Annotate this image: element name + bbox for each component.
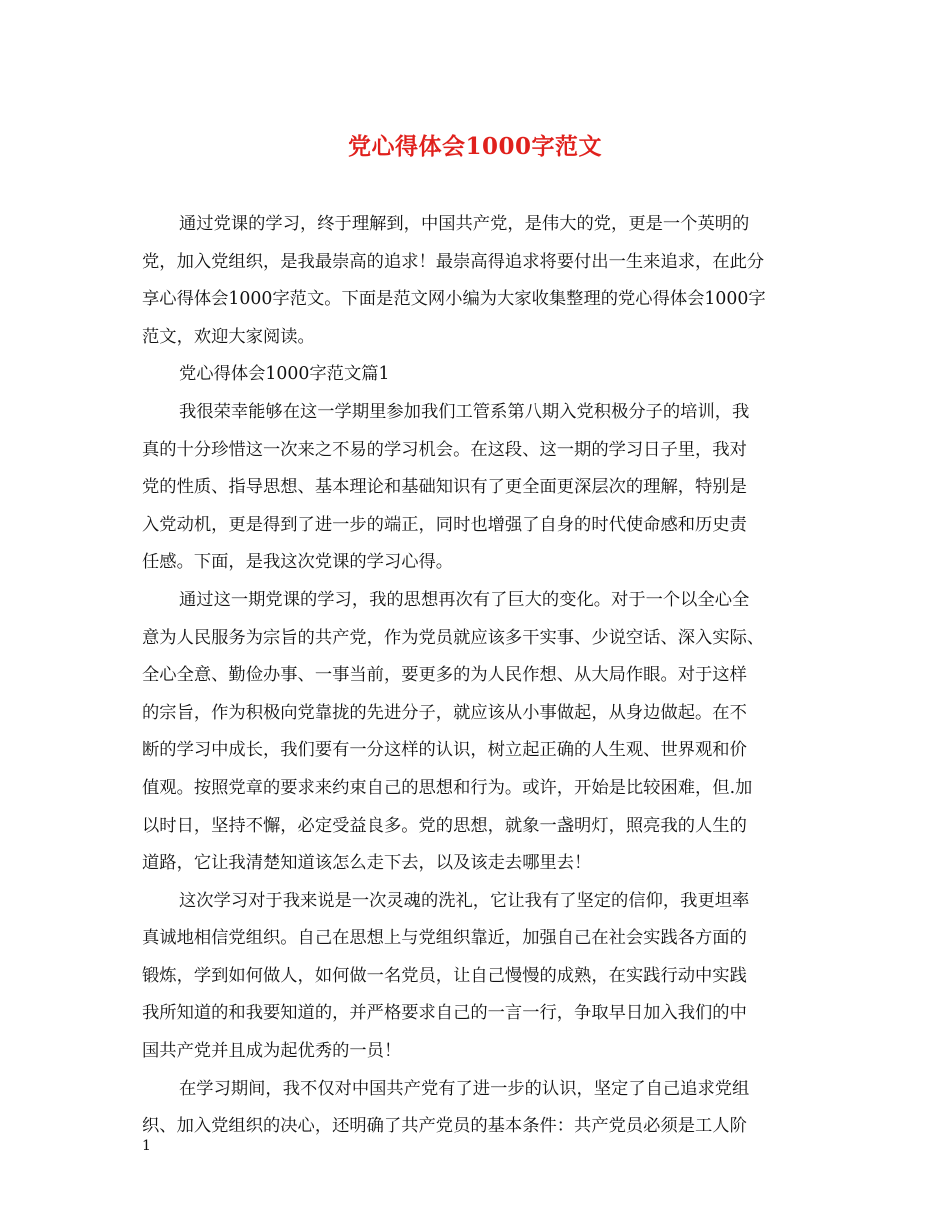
body-line: 织、加入党组织的决心，还明确了共产党员的基本条件：共产党员必须是工人阶 bbox=[142, 1116, 747, 1137]
body-line: 真诚地相信党组织。自己在思想上与党组织靠近，加强自己在社会实践各方面的 bbox=[142, 928, 747, 949]
body-line: 道路，它让我清楚知道该怎么走下去，以及该走去哪里去！ bbox=[142, 853, 592, 874]
body-line: 以时日，坚持不懈，必定受益良多。党的思想，就象一盏明灯，照亮我的人生的 bbox=[142, 815, 747, 836]
body-line: 断的学习中成长，我们要有一分这样的认识，树立起正确的人生观、世界观和价 bbox=[142, 740, 747, 761]
body-line: 全心全意、勤俭办事、一事当前，要更多的为人民作想、从大局作眼。对于这样 bbox=[142, 665, 747, 686]
body-line: 在学习期间，我不仅对中国共产党有了进一步的认识，坚定了自己追求党组 bbox=[179, 1078, 750, 1099]
body-line: 享心得体会1000字范文。下面是范文网小编为大家收集整理的党心得体会1000字 bbox=[142, 289, 766, 310]
body-line: 入党动机，更是得到了进一步的端正，同时也增强了自身的时代使命感和历史责 bbox=[142, 514, 747, 535]
section-heading: 党心得体会1000字范文篇1 bbox=[179, 364, 390, 385]
body-line: 通过党课的学习，终于理解到，中国共产党，是伟大的党，更是一个英明的 bbox=[179, 214, 750, 234]
document-title: 党心得体会1000字范文 bbox=[347, 133, 602, 160]
body-line: 意为人民服务为宗旨的共产党，作为党员就应该多干实事、少说空话、深入实际、 bbox=[142, 627, 765, 648]
page-number: 1 bbox=[142, 1138, 151, 1154]
body-line: 我所知道的和我要知道的，并严格要求自己的一言一行，争取早日加入我们的中 bbox=[142, 1003, 747, 1024]
body-line: 真的十分珍惜这一次来之不易的学习机会。在这段、这一期的学习日子里，我对 bbox=[142, 439, 747, 460]
body-line: 值观。按照党章的要求来约束自己的思想和行为。或许，开始是比较困难，但.加 bbox=[142, 777, 753, 798]
body-line: 任感。下面，是我这次党课的学习心得。 bbox=[142, 552, 454, 573]
body-line: 国共产党并且成为起优秀的一员！ bbox=[142, 1041, 402, 1062]
body-line: 通过这一期党课的学习，我的思想再次有了巨大的变化。对于一个以全心全 bbox=[179, 589, 750, 610]
body-line: 的宗旨，作为积极向党靠拢的先进分子，就应该从小事做起，从身边做起。在不 bbox=[142, 702, 747, 723]
body-line: 我很荣幸能够在这一学期里参加我们工管系第八期入党积极分子的培训，我 bbox=[179, 401, 750, 422]
body-line: 党的性质、指导思想、基本理论和基础知识有了更全面更深层次的理解，特别是 bbox=[142, 477, 747, 498]
body-line: 这次学习对于我来说是一次灵魂的洗礼，它让我有了坚定的信仰，我更坦率 bbox=[179, 890, 750, 911]
body-line: 锻炼，学到如何做人，如何做一名党员，让自己慢慢的成熟，在实践行动中实践 bbox=[142, 965, 747, 986]
body-line: 范文，欢迎大家阅读。 bbox=[142, 326, 315, 347]
document-body bbox=[142, 206, 814, 1146]
body-line: 党，加入党组织，是我最崇高的追求！最崇高得追求将要付出一生来追求，在此分 bbox=[142, 251, 765, 272]
